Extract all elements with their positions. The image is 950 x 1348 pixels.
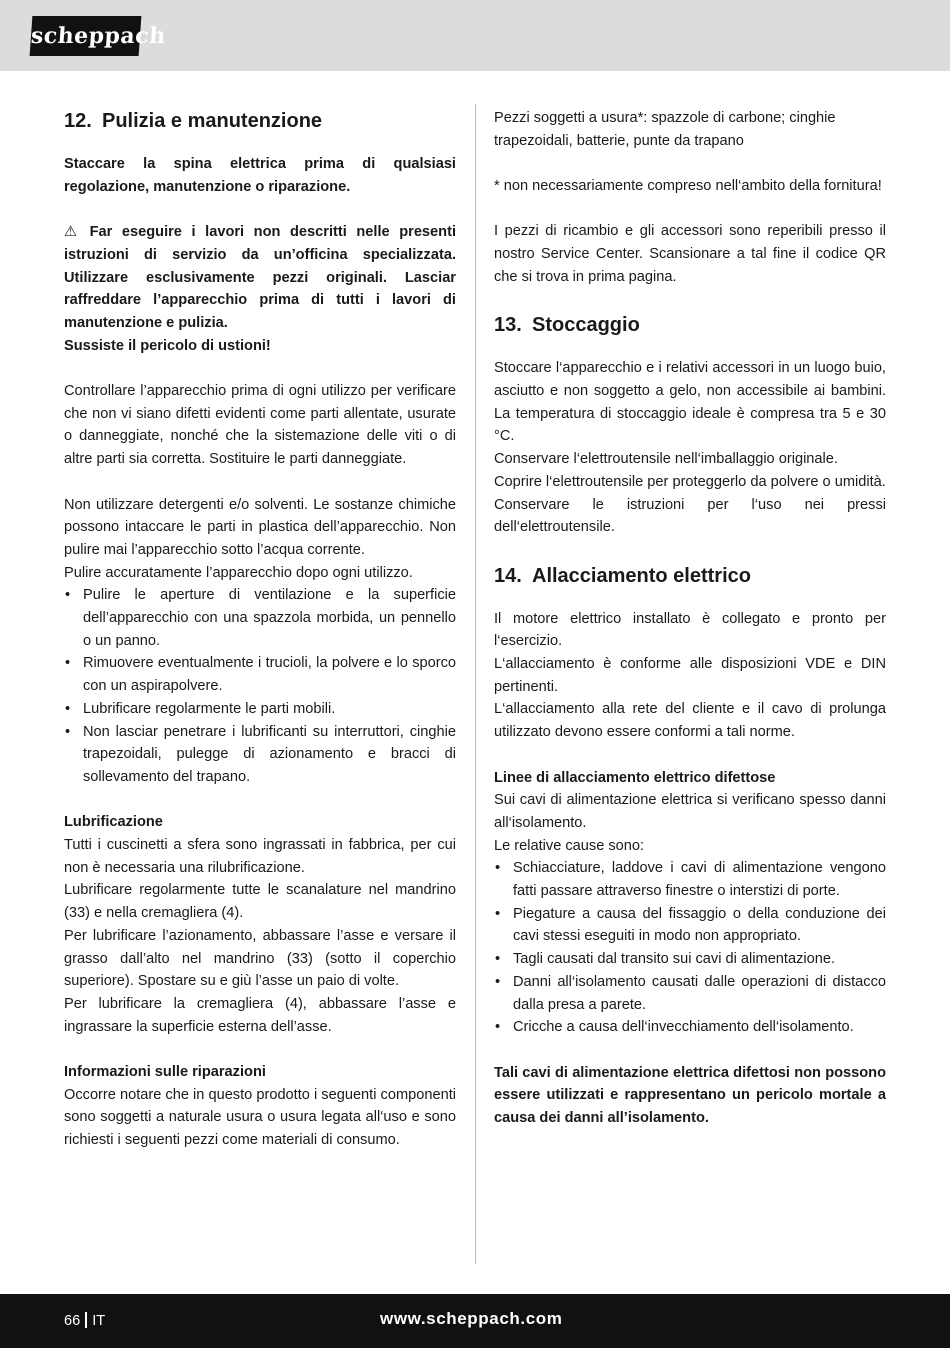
- section-number: 14.: [494, 564, 522, 587]
- list-item: • Schiacciature, laddove i cavi di alimentazione vengono fatti passare attraverso finestre o interstizi di porte.: [494, 857, 886, 902]
- section-number: 13.: [494, 314, 522, 337]
- lubrication-paragraph: Per lubrificare la cremagliera (4), abbassare l’asse e ingrassare la superficie esterna dell’asse.: [64, 995, 456, 1035]
- separator: [85, 1312, 87, 1328]
- list-item: • Non lasciar penetrare i lubrificanti su interruttori, cinghie trapezoidali, pulegge di azionamento e bracci di sollevamento del trapano.: [64, 721, 456, 789]
- footer-band: [0, 1294, 950, 1348]
- safety-warning: [64, 221, 456, 335]
- section-14-heading: [494, 562, 886, 608]
- defective-cables-heading: Linee di allacciamento elettrico difettose: [494, 769, 776, 786]
- list-item: • Rimuovere eventualmente i trucioli, la polvere e lo sporco con un aspirapolvere.: [64, 652, 456, 697]
- unplug-notice: Staccare la spina elettrica prima di qualsiasi regolazione, manutenzione o riparazione.: [64, 156, 456, 195]
- bullet-icon: •: [495, 860, 501, 877]
- bullet-icon: •: [495, 1019, 501, 1036]
- section-12-heading: [64, 107, 456, 153]
- section-13-heading: [494, 311, 886, 357]
- defective-cables-warning: Tali cavi di alimentazione elettrica difettosi non possono essere utilizzati e rappresentano un pericolo mortale a causa dei danni all’isolamento.: [494, 1064, 886, 1127]
- burn-hazard-notice: Sussiste il pericolo di ustioni!: [64, 337, 271, 354]
- cleaning-list: [64, 584, 456, 788]
- spare-parts-paragraph: I pezzi di ricambio e gli accessori sono reperibili presso il nostro Service Center. Scansionare a tal fine il codice QR che si trova in prima pagina.: [494, 223, 886, 285]
- defective-cables-paragraph: Le relative cause sono:: [494, 837, 645, 854]
- repair-heading: Informazioni sulle riparazioni: [64, 1064, 266, 1081]
- bullet-icon: •: [495, 905, 501, 922]
- cleaning-paragraph: Pulire accuratamente l’apparecchio dopo ogni utilizzo.: [64, 564, 413, 581]
- electrical-paragraph: L‘allacciamento alla rete del cliente e il cavo di prolunga utilizzato devono essere conformi a tali norme.: [494, 701, 886, 741]
- brand-logo: scheppach: [30, 16, 142, 56]
- bullet-icon: •: [65, 655, 71, 672]
- header-band: [0, 0, 950, 71]
- section-number: 12.: [64, 110, 92, 132]
- defective-cables-paragraph: Sui cavi di alimentazione elettrica si verificano spesso danni all‘isolamento.: [494, 792, 886, 831]
- wear-parts-note: * non necessariamente compreso nell‘ambito della fornitura!: [494, 178, 882, 195]
- list-item: • Pulire le aperture di ventilazione e la superficie dell’apparecchio con una spazzola morbida, un pennello o un panno.: [64, 584, 456, 652]
- lubrication-paragraph: Lubrificare regolarmente tutte le scanalature nel mandrino (33) e nella cremagliera (4).: [64, 882, 456, 922]
- right-column: [494, 107, 886, 1130]
- list-item: • Piegature a causa del fissaggio o della conduzione dei cavi stessi eseguiti in modo non appropriato.: [494, 903, 886, 948]
- lubrication-paragraph: Tutti i cuscinetti a sfera sono ingrassati in fabbrica, per cui non è necessaria una rilubrificazione.: [64, 837, 456, 876]
- causes-list: [494, 857, 886, 1039]
- warning-triangle-icon: ⚠: [64, 224, 78, 241]
- bullet-icon: •: [65, 723, 71, 740]
- list-item: • Danni all‘isolamento causati dalle operazioni di distacco dalla presa a parete.: [494, 971, 886, 1016]
- language-code: IT: [92, 1313, 106, 1329]
- section-title: Stoccaggio: [532, 314, 640, 337]
- lubrication-paragraph: Per lubrificare l’azionamento, abbassare l’asse e versare il grasso dall’alto nel mandrino (33) (sotto il coperchio superiore). Spostare su e giù l’asse un paio di volte.: [64, 927, 456, 990]
- wear-parts-paragraph: Pezzi soggetti a usura*: spazzole di carbone; cinghie trapezoidali, batterie, punte da trapano: [494, 110, 836, 149]
- list-item: • Tagli causati dal transito sui cavi di alimentazione.: [494, 948, 886, 971]
- bullet-icon: •: [65, 700, 71, 717]
- section-title: Allacciamento elettrico: [532, 564, 751, 587]
- list-item: • Lubrificare regolarmente le parti mobili.: [64, 698, 456, 721]
- inspection-paragraph: Controllare l’apparecchio prima di ogni utilizzo per verificare che non vi siano difetti evidenti come parti allentate, usurate o danneggiate, nonché che la sistemazione delle viti o di altre parti sia corretta. Sostituire le parti danneggiate.: [64, 383, 456, 468]
- storage-paragraph: Conservare l‘elettroutensile nell‘imballaggio originale.: [494, 451, 838, 468]
- page-indicator: [64, 1311, 105, 1331]
- storage-paragraph: Conservare le istruzioni per l‘uso nei pressi dell‘elettroutensile.: [494, 496, 886, 536]
- storage-paragraph: Coprire l‘elettroutensile per proteggerlo da polvere o umidità.: [494, 473, 886, 490]
- bullet-icon: •: [65, 587, 71, 604]
- storage-paragraph: Stoccare l‘apparecchio e i relativi accessori in un luogo buio, asciutto e non soggetto a gelo, non accessibile ai bambini. La temperatura di stoccaggio ideale è compresa tra 5 e 30 °C.: [494, 360, 886, 445]
- list-item: • Cricche a causa dell‘invecchiamento dell‘isolamento.: [494, 1016, 886, 1039]
- page-number: 66: [64, 1313, 81, 1329]
- detergent-paragraph: Non utilizzare detergenti e/o solventi. Le sostanze chimiche possono intaccare le parti in plastica dell’apparecchio. Non pulire mai l’apparecchio sotto l’acqua corrente.: [64, 496, 456, 558]
- column-divider: [475, 104, 476, 1264]
- bullet-icon: •: [495, 951, 501, 968]
- electrical-paragraph: L‘allacciamento è conforme alle disposizioni VDE e DIN pertinenti.: [494, 656, 886, 695]
- bullet-icon: •: [495, 973, 501, 990]
- left-column: [64, 107, 456, 1152]
- lubrication-heading: Lubrificazione: [64, 814, 163, 831]
- repair-paragraph: Occorre notare che in questo prodotto i seguenti componenti sono soggetti a naturale usura o usura legata all‘uso e sono richiesti i seguenti pezzi come materiali di consumo.: [64, 1086, 456, 1149]
- website-url: www.scheppach.com: [380, 1309, 563, 1328]
- section-title: Pulizia e manutenzione: [102, 110, 323, 132]
- safety-warning-text: Far eseguire i lavori non descritti nelle presenti istruzioni di servizio da un’officina specializzata. Utilizzare esclusivamente pezzi originali. Lasciar raffreddare l’apparecchio prima di tutti i lavori di manutenzione e pulizia.: [64, 224, 456, 331]
- electrical-paragraph: Il motore elettrico installato è collegato e pronto per l‘esercizio.: [494, 610, 886, 650]
